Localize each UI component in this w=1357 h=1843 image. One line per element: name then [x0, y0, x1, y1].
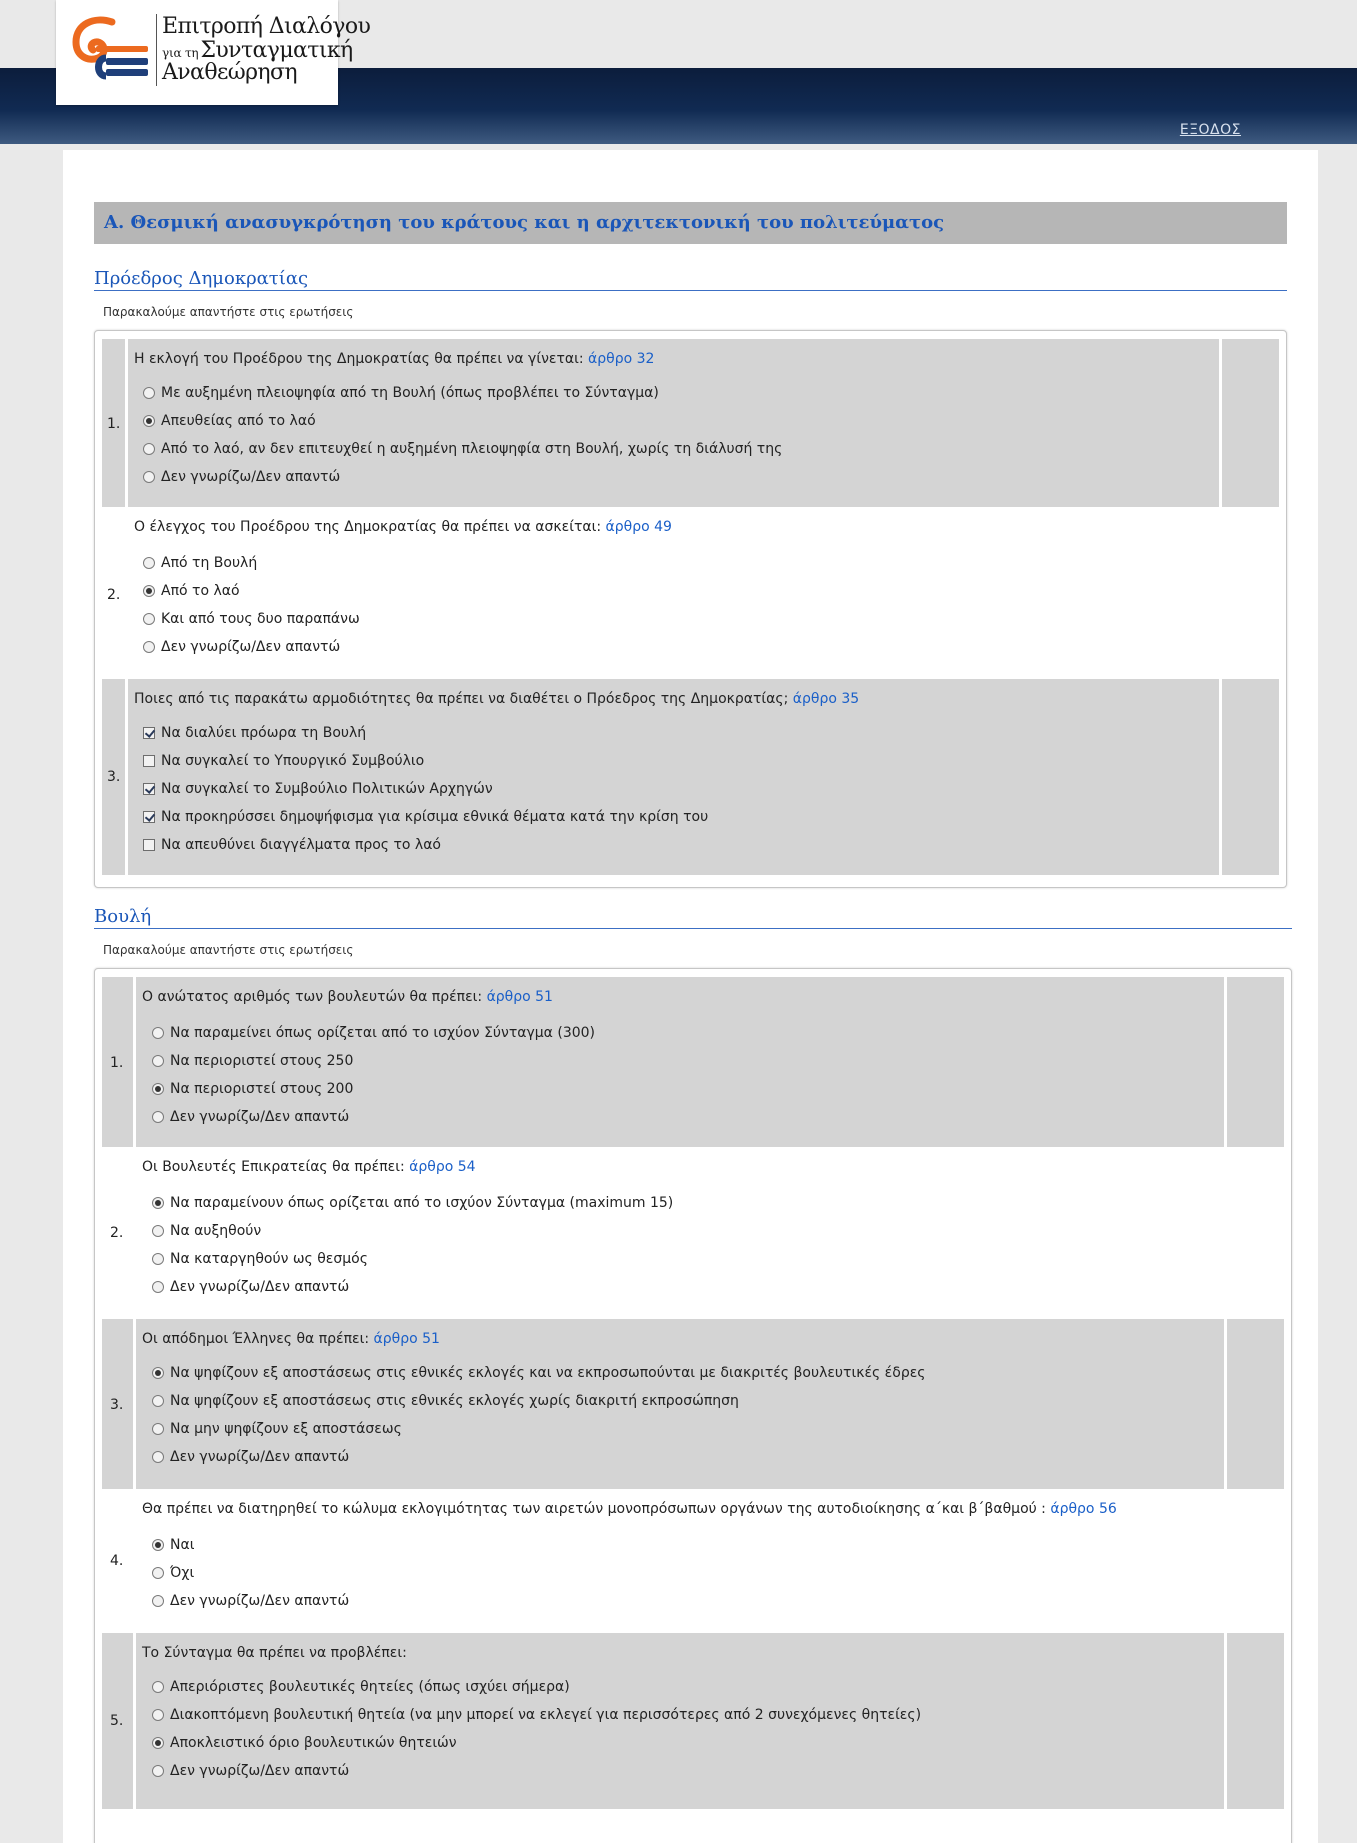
radio-button-selected[interactable]	[152, 1737, 164, 1749]
radio-button[interactable]	[152, 1027, 164, 1039]
option-label: Από το λαό	[161, 583, 240, 599]
question-text	[142, 1331, 440, 1347]
article-link[interactable]: άρθρο 51	[486, 989, 553, 1005]
question-number: 4.	[110, 1553, 124, 1569]
option[interactable]	[152, 1053, 353, 1069]
option-label: Να διαλύει πρόωρα τη Βουλή	[161, 725, 367, 741]
option-label: Δεν γνωρίζω/Δεν απαντώ	[170, 1279, 350, 1295]
option[interactable]	[143, 469, 340, 485]
question-box-parliament	[94, 968, 1292, 1843]
radio-button[interactable]	[152, 1253, 164, 1265]
question-row-parliament-3	[102, 1319, 1284, 1489]
question-number-cell	[102, 1319, 136, 1489]
radio-button[interactable]	[152, 1111, 164, 1123]
checkbox-checked[interactable]	[143, 783, 155, 795]
radio-button[interactable]	[143, 557, 155, 569]
option[interactable]	[143, 809, 708, 825]
option-label: Δεν γνωρίζω/Δεν απαντώ	[170, 1449, 350, 1465]
question-number: 1.	[107, 416, 121, 432]
radio-button[interactable]	[152, 1395, 164, 1407]
option-label: Απεριόριστες βουλευτικές θητείες (όπως ισχύει σήμερα)	[170, 1679, 570, 1695]
question-side-cell	[1224, 977, 1284, 1147]
question-number: 1.	[110, 1055, 124, 1071]
question-row-president-2	[102, 507, 1279, 679]
option-label: Δεν γνωρίζω/Δεν απαντώ	[170, 1763, 350, 1779]
option[interactable]	[152, 1365, 926, 1381]
question-label: Ο ανώτατος αριθμός των βουλευτών θα πρέπει:	[142, 989, 483, 1005]
option[interactable]	[152, 1679, 570, 1695]
radio-button-selected[interactable]	[143, 585, 155, 597]
checkbox-checked[interactable]	[143, 811, 155, 823]
question-side-cell	[1219, 339, 1279, 507]
radio-button[interactable]	[152, 1765, 164, 1777]
option-label: Να περιοριστεί στους 250	[170, 1053, 354, 1069]
option-label: Όχι	[170, 1565, 195, 1581]
option-label: Να αυξηθούν	[170, 1223, 262, 1239]
article-link[interactable]: άρθρο 32	[588, 351, 655, 367]
radio-button-selected[interactable]	[152, 1083, 164, 1095]
option[interactable]	[152, 1109, 349, 1125]
option[interactable]	[143, 555, 257, 571]
radio-button[interactable]	[152, 1055, 164, 1067]
option-label: Να απευθύνει διαγγέλματα προς το λαό	[161, 837, 441, 853]
checkbox-checked[interactable]	[143, 727, 155, 739]
question-row-parliament-5	[102, 1633, 1284, 1809]
question-row-president-1	[102, 339, 1279, 507]
option-label: Δεν γνωρίζω/Δεν απαντώ	[161, 469, 341, 485]
option-label: Να προκηρύσσει δημοψήφισμα για κρίσιμα εθνικά θέματα κατά την κρίση του	[161, 809, 709, 825]
radio-button[interactable]	[143, 471, 155, 483]
question-text	[134, 519, 672, 535]
question-label: Το Σύνταγμα θα πρέπει να προβλέπει:	[142, 1645, 407, 1661]
question-number-cell	[102, 339, 128, 507]
question-text	[142, 1501, 1117, 1517]
option[interactable]	[152, 1537, 194, 1553]
question-side-cell	[1219, 679, 1279, 875]
question-label: Θα πρέπει να διατηρηθεί το κώλυμα εκλογιμότητας των αιρετών μονοπρόσωπων οργάνων της αυτοδιοίκησης α΄και β΄βαθμού :	[142, 1501, 1046, 1517]
option-label: Να ψηφίζουν εξ αποστάσεως στις εθνικές εκλογές και να εκπροσωπούνται με διακριτές βουλευτικές έδρες	[170, 1365, 926, 1381]
question-number-cell	[102, 679, 128, 875]
radio-button[interactable]	[152, 1567, 164, 1579]
question-side-cell	[1224, 1319, 1284, 1489]
checkbox[interactable]	[143, 839, 155, 851]
option[interactable]	[143, 639, 340, 655]
radio-button-selected[interactable]	[152, 1367, 164, 1379]
option-label: Και από τους δυο παραπάνω	[161, 611, 360, 627]
question-text	[142, 1645, 407, 1661]
question-label: Η εκλογή του Προέδρου της Δημοκρατίας θα πρέπει να γίνεται:	[134, 351, 584, 367]
option[interactable]	[143, 725, 366, 741]
option[interactable]	[143, 781, 493, 797]
question-text	[134, 351, 654, 367]
option[interactable]	[152, 1763, 349, 1779]
option[interactable]	[143, 837, 441, 853]
question-text	[142, 989, 553, 1005]
question-label: Ο έλεγχος του Προέδρου της Δημοκρατίας θα πρέπει να ασκείται:	[134, 519, 602, 535]
option[interactable]	[152, 1735, 457, 1751]
question-number: 2.	[110, 1225, 124, 1241]
option[interactable]	[143, 611, 360, 627]
logo-line-1: Επιτροπή Διαλόγου	[162, 14, 371, 39]
radio-button[interactable]	[143, 613, 155, 625]
radio-button[interactable]	[152, 1451, 164, 1463]
logo-divider	[156, 14, 157, 86]
article-link[interactable]: άρθρο 51	[373, 1331, 440, 1347]
question-text	[134, 691, 859, 707]
article-link[interactable]: άρθρο 49	[605, 519, 672, 535]
radio-button[interactable]	[152, 1281, 164, 1293]
radio-button[interactable]	[152, 1681, 164, 1693]
logout-link[interactable]: ΕΞΟΔΟΣ	[1179, 122, 1241, 138]
question-box-president	[94, 330, 1287, 888]
option-label: Δεν γνωρίζω/Δεν απαντώ	[170, 1593, 350, 1609]
option-label: Να καταργηθούν ως θεσμός	[170, 1251, 368, 1267]
section-title: Α. Θεσμική ανασυγκρότηση του κράτους και η αρχιτεκτονική του πολιτεύματος	[94, 202, 1287, 244]
option-label: Ναι	[170, 1537, 195, 1553]
question-row-president-3	[102, 679, 1279, 875]
option-label: Να συγκαλεί το Υπουργικό Συμβούλιο	[161, 753, 425, 769]
radio-button[interactable]	[152, 1595, 164, 1607]
question-side-cell	[1224, 1633, 1284, 1809]
radio-button[interactable]	[143, 387, 155, 399]
radio-button-selected[interactable]	[152, 1539, 164, 1551]
option-label: Δεν γνωρίζω/Δεν απαντώ	[170, 1109, 350, 1125]
group-instructions-president: Παρακαλούμε απαντήστε στις ερωτήσεις	[103, 305, 354, 319]
question-number-cell	[102, 1489, 136, 1633]
option-label: Να παραμείνουν όπως ορίζεται από το ισχύον Σύνταγμα (maximum 15)	[170, 1195, 674, 1211]
option-label: Να παραμείνει όπως ορίζεται από το ισχύον Σύνταγμα (300)	[170, 1025, 596, 1041]
option-label: Να ψηφίζουν εξ αποστάσεως στις εθνικές εκλογές χωρίς διακριτή εκπροσώπηση	[170, 1393, 739, 1409]
option[interactable]	[143, 583, 240, 599]
question-number-cell	[102, 977, 136, 1147]
question-label: Οι απόδημοι Έλληνες θα πρέπει:	[142, 1331, 370, 1347]
article-link[interactable]: άρθρο 56	[1050, 1501, 1117, 1517]
question-number: 3.	[110, 1397, 124, 1413]
group-title-president: Πρόεδρος Δημοκρατίας	[94, 268, 1287, 291]
main-content	[63, 150, 1318, 1843]
option[interactable]	[152, 1707, 921, 1723]
option[interactable]	[143, 385, 659, 401]
question-number: 2.	[107, 587, 121, 603]
option-label: Αποκλειστικό όριο βουλευτικών θητειών	[170, 1735, 457, 1751]
option[interactable]	[152, 1251, 368, 1267]
option-label: Με αυξημένη πλειοψηφία από τη Βουλή (όπως προβλέπει το Σύνταγμα)	[161, 385, 659, 401]
question-row-parliament-1	[102, 977, 1284, 1147]
option-label: Να μην ψηφίζουν εξ αποστάσεως	[170, 1421, 402, 1437]
option[interactable]	[152, 1421, 402, 1437]
option[interactable]	[143, 413, 316, 429]
logo-line-3: Αναθεώρηση	[162, 60, 298, 85]
option[interactable]	[152, 1393, 739, 1409]
option-label: Δεν γνωρίζω/Δεν απαντώ	[161, 639, 341, 655]
question-number-cell	[102, 507, 128, 679]
question-label: Ποιες από τις παρακάτω αρμοδιότητες θα πρέπει να διαθέτει ο Πρόεδρος της Δημοκρατίας;	[134, 691, 789, 707]
option-label: Να συγκαλεί το Συμβούλιο Πολιτικών Αρχηγών	[161, 781, 493, 797]
article-link[interactable]: άρθρο 54	[409, 1159, 476, 1175]
option-label: Διακοπτόμενη βουλευτική θητεία (να μην μπορεί να εκλεγεί για περισσότερες από 2 συνεχόμενες θητείες)	[170, 1707, 922, 1723]
option[interactable]	[152, 1025, 595, 1041]
radio-button[interactable]	[152, 1709, 164, 1721]
option-label: Από το λαό, αν δεν επιτευχθεί η αυξημένη πλειοψηφία στη Βουλή, χωρίς τη διάλυσή της	[161, 441, 783, 457]
radio-button[interactable]	[143, 641, 155, 653]
site-logo[interactable]	[56, 0, 371, 105]
logo-line-2-small: για τη	[162, 46, 199, 60]
option[interactable]	[143, 753, 424, 769]
logo-line-2-main: Συνταγματική	[200, 38, 353, 63]
question-text	[142, 1159, 476, 1175]
option[interactable]	[152, 1565, 194, 1581]
checkbox[interactable]	[143, 755, 155, 767]
radio-button[interactable]	[152, 1225, 164, 1237]
option-label: Από τη Βουλή	[161, 555, 258, 571]
option-label: Απευθείας από το λαό	[161, 413, 316, 429]
radio-button-selected[interactable]	[152, 1197, 164, 1209]
option[interactable]	[152, 1449, 349, 1465]
option[interactable]	[152, 1223, 261, 1239]
question-row-parliament-2	[102, 1147, 1284, 1319]
option-label: Να περιοριστεί στους 200	[170, 1081, 354, 1097]
radio-button[interactable]	[143, 443, 155, 455]
question-number: 3.	[107, 769, 121, 785]
group-title-parliament: Βουλή	[94, 906, 1292, 929]
question-number-cell	[102, 1147, 136, 1319]
spiral-logo-icon	[66, 14, 150, 84]
question-label: Οι Βουλευτές Επικρατείας θα πρέπει:	[142, 1159, 405, 1175]
option[interactable]	[143, 441, 782, 457]
question-number-cell	[102, 1633, 136, 1809]
option[interactable]	[152, 1081, 353, 1097]
question-row-parliament-4	[102, 1489, 1284, 1633]
radio-button[interactable]	[152, 1423, 164, 1435]
group-instructions-parliament: Παρακαλούμε απαντήστε στις ερωτήσεις	[103, 943, 354, 957]
option[interactable]	[152, 1279, 349, 1295]
option[interactable]	[152, 1195, 673, 1211]
question-number: 5.	[110, 1713, 124, 1729]
option[interactable]	[152, 1593, 349, 1609]
radio-button-selected[interactable]	[143, 415, 155, 427]
article-link[interactable]: άρθρο 35	[792, 691, 860, 707]
